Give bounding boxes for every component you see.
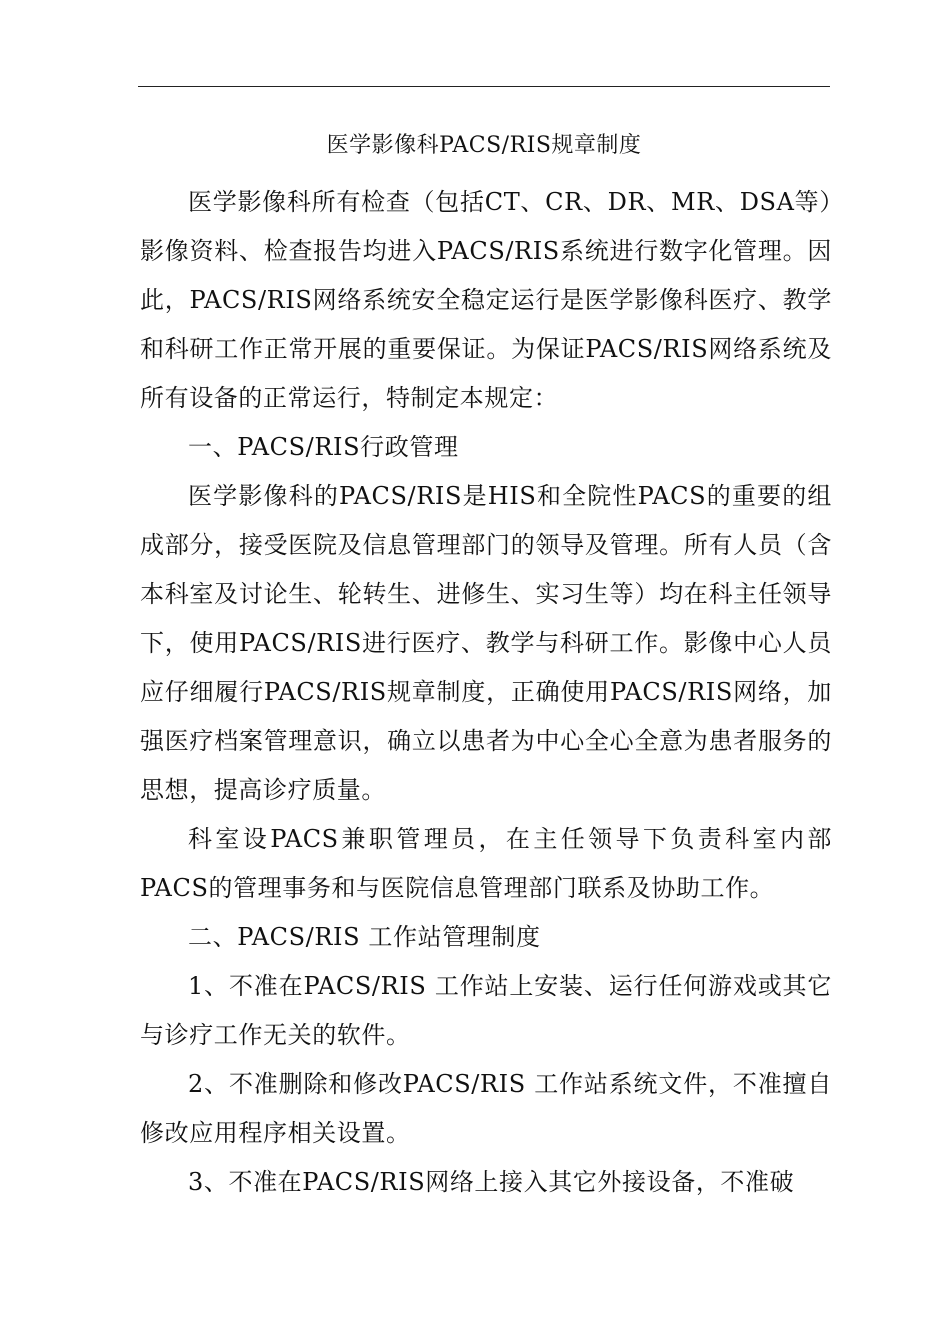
section-heading-1: 一、PACS/RIS行政管理 — [188, 433, 459, 461]
intro-paragraph: 医学影像科所有检查（包括CT、CR、DR、MR、DSA等）影像资料、检查报告均进入PACS/RIS系统进行数字化管理。因此，PACS/RIS网络系统安全稳定运行是医学影像科医疗、教学和科研工作正常开展的重要保证。为保证PACS/RIS网络系统及所有设备的正常运行，特制定本规定： — [140, 188, 832, 412]
document-title: 医学影像科PACS/RIS规章制度 — [326, 133, 642, 158]
rule-item-3: 3、不准在PACS/RIS网络上接入其它外接设备，不准破 — [188, 1168, 795, 1196]
rule-item-2: 2、不准删除和修改PACS/RIS 工作站系统文件，不准擅自修改应用程序相关设置。 — [140, 1070, 832, 1147]
section-1-paragraph-1: 医学影像科的PACS/RIS是HIS和全院性PACS的重要的组成部分，接受医院及信息管理部门的领导及管理。所有人员（含本科室及讨论生、轮转生、进修生、实习生等）均在科主任领导下，使用PACS/RIS进行医疗、教学与科研工作。影像中心人员应仔细履行PACS/RIS规章制度，正确使用PACS/RIS网络，加强医疗档案管理意识，确立以患者为中心全心全意为患者服务的思想，提高诊疗质量。 — [140, 482, 832, 804]
section-heading-2: 二、PACS/RIS 工作站管理制度 — [188, 923, 541, 951]
header-rule — [138, 86, 830, 87]
document-body — [140, 178, 832, 1207]
section-1-paragraph-2: 科室设PACS兼职管理员，在主任领导下负责科室内部PACS的管理事务和与医院信息管理部门联系及协助工作。 — [140, 825, 832, 902]
rule-item-1: 1、不准在PACS/RIS 工作站上安装、运行任何游戏或其它与诊疗工作无关的软件。 — [140, 972, 832, 1049]
